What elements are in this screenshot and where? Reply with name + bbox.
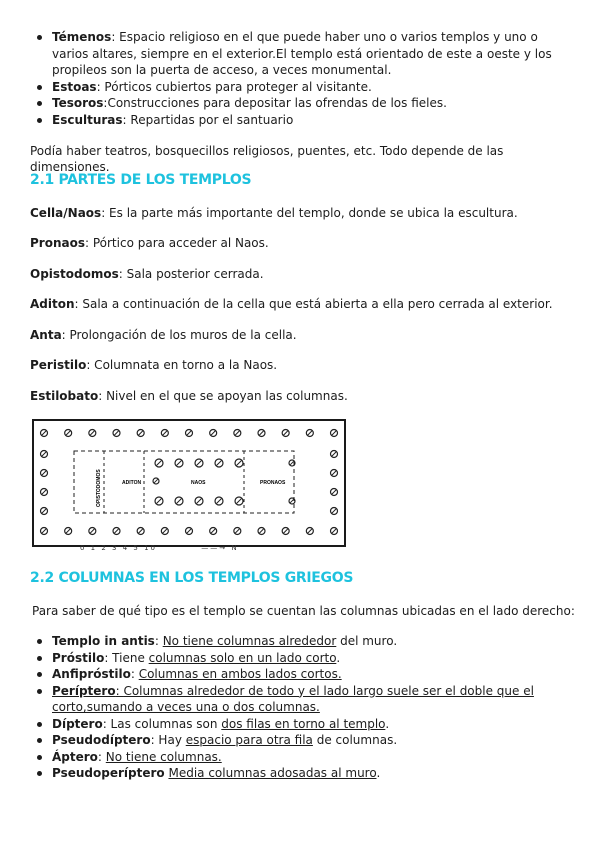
column-hatch — [42, 490, 46, 494]
column-hatch — [197, 499, 202, 504]
column-hatch — [284, 431, 288, 435]
definition-peristilo: Peristilo: Columnata en torno a la Naos. — [30, 358, 278, 372]
column-hatch — [42, 431, 46, 435]
peristyle-columns — [41, 430, 338, 535]
column-hatch — [114, 431, 118, 435]
section-heading-partes: 2.1 PARTES DE LOS TEMPLOS — [30, 172, 252, 188]
list-item: Pseudodíptero: Hay espacio para otra fila de columnas. — [0, 732, 574, 749]
list-item: Áptero: No tiene columnas. — [0, 749, 574, 766]
list-item: Próstilo: Tiene columnas solo en un lado corto. — [0, 650, 574, 667]
north-arrow: ——→ N — [201, 544, 239, 552]
column-hatch — [42, 529, 46, 533]
definition-aditon: Aditon: Sala a continuación de la cella que está abierta a ella pero cerrada al exterior. — [30, 297, 553, 311]
list-item: Témenos: Espacio religioso en el que puede haber uno o varios templos y uno o varios altares, siempre en el exterior.El templo está orientado de este a oeste y los propileos son la puerta de acceso, a veces monumental. — [0, 29, 574, 79]
label-naos: NAOS — [191, 480, 206, 486]
definition-estilobato: Estilobato: Nivel en el que se apoyan las columnas. — [30, 389, 348, 403]
column-hatch — [42, 452, 46, 456]
definition-cella: Cella/Naos: Es la parte más importante del templo, donde se ubica la escultura. — [30, 206, 518, 220]
column-hatch — [332, 431, 336, 435]
list-item: Anfipróstilo: Columnas en ambos lados cortos. — [0, 666, 574, 683]
column-hatch — [217, 461, 222, 466]
temple-plan-drawing — [34, 421, 344, 545]
label-opistodomos: OPISTODOMOS — [96, 469, 102, 507]
plan-scale: 0 1 2 3 4 5 10 ——→ N — [80, 544, 239, 552]
definition-pronaos: Pronaos: Pórtico para acceder al Naos. — [30, 236, 269, 250]
definition-anta: Anta: Prolongación de los muros de la cella. — [30, 328, 297, 342]
label-aditon: ADITON — [122, 480, 142, 486]
column-hatch — [284, 529, 288, 533]
column-hatch — [114, 529, 118, 533]
column-hatch — [290, 461, 294, 465]
column-hatch — [42, 471, 46, 475]
column-hatch — [332, 490, 336, 494]
temple-floor-plan — [32, 419, 346, 547]
list-item: Pseudoperíptero Media columnas adosadas al muro. — [0, 765, 574, 782]
definition-opistodomos: Opistodomos: Sala posterior cerrada. — [30, 267, 264, 281]
column-hatch — [139, 431, 143, 435]
column-hatch — [66, 529, 70, 533]
column-hatch — [139, 529, 143, 533]
column-hatch — [197, 461, 202, 466]
column-hatch — [237, 499, 242, 504]
column-hatch — [187, 529, 191, 533]
intro-paragraph: Podía haber teatros, bosquecillos religiosos, puentes, etc. Todo depende de las dimensiones. — [30, 144, 504, 174]
column-hatch — [235, 529, 239, 533]
column-hatch — [332, 529, 336, 533]
column-hatch — [259, 431, 263, 435]
list-item: Díptero: Las columnas son dos filas en torno al templo. — [0, 716, 574, 733]
column-hatch — [217, 499, 222, 504]
column-hatch — [308, 529, 312, 533]
column-hatch — [332, 509, 336, 513]
section-heading-columnas: 2.2 COLUMNAS EN LOS TEMPLOS GRIEGOS — [30, 570, 354, 586]
column-hatch — [90, 529, 94, 533]
list-item: Tesoros:Construcciones para depositar las ofrendas de los fieles. — [0, 95, 574, 112]
column-hatch — [187, 431, 191, 435]
column-hatch — [211, 529, 215, 533]
column-hatch — [157, 461, 162, 466]
column-hatch — [177, 499, 182, 504]
column-hatch — [235, 431, 239, 435]
column-hatch — [42, 509, 46, 513]
column-hatch — [308, 431, 312, 435]
column-hatch — [237, 461, 242, 466]
list-item: Esculturas: Repartidas por el santuario — [0, 112, 574, 129]
list-item: Períptero: Columnas alrededor de todo y el lado largo suele ser el doble que el corto,sumando a veces una o dos columnas. — [0, 683, 574, 716]
column-hatch — [177, 461, 182, 466]
column-hatch — [259, 529, 263, 533]
column-hatch — [154, 479, 158, 483]
column-hatch — [163, 431, 167, 435]
column-hatch — [157, 499, 162, 504]
list-item: Estoas: Pórticos cubiertos para proteger al visitante. — [0, 79, 574, 96]
label-pronaos: PRONAOS — [260, 480, 286, 486]
santuario-list — [0, 29, 600, 128]
column-hatch — [163, 529, 167, 533]
column-hatch — [66, 431, 70, 435]
column-hatch — [90, 431, 94, 435]
column-hatch — [290, 499, 294, 503]
list-item: Templo in antis: No tiene columnas alrededor del muro. — [0, 633, 574, 650]
column-types-list — [0, 633, 600, 782]
column-hatch — [332, 471, 336, 475]
column-hatch — [211, 431, 215, 435]
column-hatch — [332, 452, 336, 456]
intro-columnas: Para saber de qué tipo es el templo se cuentan las columnas ubicadas en el lado derecho: — [32, 604, 575, 618]
